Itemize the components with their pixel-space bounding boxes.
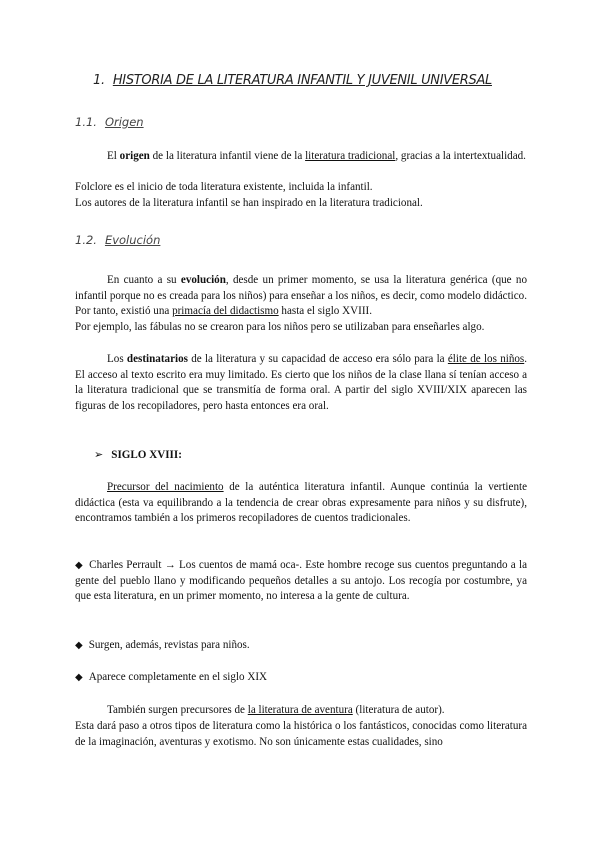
bold-origen: origen <box>119 150 150 162</box>
siglo-xviii-label: SIGLO XVIII: <box>111 449 182 461</box>
bullet-item <box>75 670 527 686</box>
diamond-bullet-icon: ◆ <box>75 672 83 683</box>
heading-1 <box>93 73 492 88</box>
evolucion-paragraph-1 <box>75 273 527 320</box>
heading-1-title: HISTORIA DE LA LITERATURA INFANTIL Y JUVENIL UNIVERSAL <box>112 73 492 88</box>
text-run: , gracias a la intertextualidad. <box>395 150 526 162</box>
underlined-elite-ninos: élite de los niños <box>447 353 525 365</box>
text-run: hasta el siglo XVIII. <box>278 305 373 318</box>
text-run: . El acceso al texto escrito era muy limitado. Es cierto que los niños de la clase llana sí tenían acceso a la literatura tradicional que se transmitía de forma oral. A partir del siglo XVIII/XIX aparecen las figuras de los recopiladores, pero hasta entonces era oral. <box>75 353 528 412</box>
origen-paragraph-3: Los autores de la literatura infantil se han inspirado en la literatura tradicional. <box>75 197 423 209</box>
underlined-precursor-nacimiento: Precursor del nacimiento <box>107 481 224 493</box>
text-run: de la literatura y su capacidad de acceso era sólo para la <box>187 353 448 365</box>
heading-origen <box>75 115 144 129</box>
siglo-xviii-heading <box>94 448 182 461</box>
diamond-bullet-icon: ◆ <box>75 640 83 651</box>
diamond-bullet-icon: ◆ <box>75 560 84 571</box>
text-run: , desde un primer momento, se usa la literatura genérica (que no infantil porque no es creada para los niños) para enseñar a los niños, es decir, como modelo didáctico. Por tanto, existió una <box>75 274 528 318</box>
heading-origen-number: 1.1. <box>75 115 97 129</box>
siglo-xviii-paragraph-2 <box>75 703 527 719</box>
heading-1-number: 1. <box>93 73 105 88</box>
text-run: El <box>107 150 120 162</box>
heading-evolucion-title: Evolución <box>104 233 161 247</box>
heading-evolucion <box>75 233 160 247</box>
bullet-item <box>75 638 527 654</box>
bullet-text: Surgen, además, revistas para niños. <box>88 639 250 651</box>
siglo-xviii-paragraph-3: Esta dará paso a otros tipos de literatura como la histórica o los fantásticos, conocidas como literatura de la imaginación, aventuras y exotismo. No son únicamente estas cualidades, sino <box>75 720 527 748</box>
origen-paragraph-2: Folclore es el inicio de toda literatura existente, incluida la infantil. <box>75 181 373 193</box>
bullet-text: Charles Perrault → Los cuentos de mamá oca-. Este hombre recoge sus cuentos preguntando a la gente del pueblo llano y modificando pequeños detalles a su antojo. Los recogía por costumbre, ya que esta literatura, en un primer momento, no interesa a la gente de cultura. <box>75 559 527 603</box>
siglo-xviii-paragraph-1 <box>75 480 527 527</box>
bullet-text: Aparece completamente en el siglo XIX <box>88 671 268 683</box>
bold-destinatarios: destinatarios <box>126 353 188 365</box>
text-run: También surgen precursores de <box>107 704 248 716</box>
underlined-literatura-tradicional: literatura tradicional <box>305 150 396 162</box>
bold-evolucion: evolución <box>180 274 226 286</box>
text-run: de la auténtica literatura infantil. Aunque continúa la vertiente didáctica (esta va equilibrando a la tendencia de crear obras expresamente para niños y su disfrute), encontramos también a los primeros recopiladores de cuentos tradicionales. <box>75 481 527 525</box>
bullet-item <box>75 558 527 605</box>
underlined-literatura-aventura: la literatura de aventura <box>247 704 353 716</box>
evolucion-paragraph-2: Por ejemplo, las fábulas no se crearon para los niños pero se utilizaban para enseñarles algo. <box>75 321 485 333</box>
arrow-icon: ➢ <box>94 449 104 461</box>
text-run: de la literatura infantil viene de la <box>149 150 306 162</box>
text-run: En cuanto a su <box>107 274 181 286</box>
heading-origen-title: Origen <box>104 115 144 129</box>
evolucion-paragraph-3 <box>75 352 527 414</box>
origen-paragraph-1 <box>75 149 527 165</box>
underlined-primacia-didactismo: primacía del didactismo <box>172 305 279 318</box>
text-run: Los <box>107 353 127 365</box>
text-run: (literatura de autor). <box>352 704 445 716</box>
heading-evolucion-number: 1.2. <box>75 233 97 247</box>
